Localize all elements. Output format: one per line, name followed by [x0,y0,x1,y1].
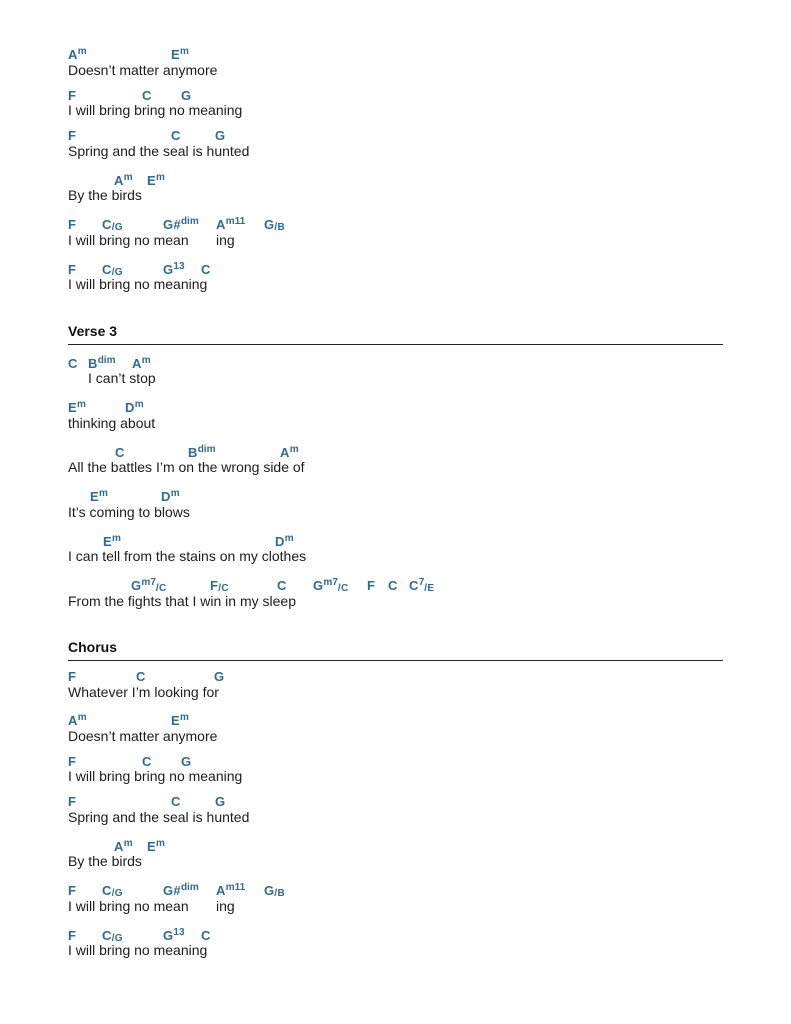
lyric-line: I can tell from the stains on my clothes [68,548,307,564]
lyric-line: Spring and the seal is hunted [68,143,250,159]
chord-c: C [277,578,287,593]
chord-am: $A^m$ [280,444,299,460]
chord-f: F [367,578,376,593]
chord-em: $E^m$ [68,399,86,415]
lyric-line: Doesn’t matter anymore [68,728,218,744]
lyric-line: I will bring no mean [68,232,189,248]
chord-g: G [214,669,225,684]
chord-g-over-b: $G_{/B}$ [264,883,286,899]
lyric-line: Doesn’t matter anymore [68,62,218,78]
chord-c: C [201,262,211,277]
chord-bdim: $B^{dim}$ [88,355,116,371]
section-divider [68,660,723,661]
chord-c: C [136,669,146,684]
chord-c7-over-e: $C^7_{/E}$ [409,577,435,594]
chord-em: $E^m$ [103,533,121,549]
chord-am11: $A^{m11}$ [216,216,246,232]
chord-f: F [68,669,77,684]
chord-g-sharp-dim: G#$^{dim}$ [163,882,199,898]
lyric-line: Spring and the seal is hunted [68,809,250,825]
chord-am: $A^m$ [114,172,133,188]
chord-c: C [388,578,398,593]
section-heading-verse-3: Verse 3 [68,323,118,339]
lyric-line: By the birds [68,853,142,869]
chord-g-sharp-dim: G#$^{dim}$ [163,216,199,232]
lyric-line: I will bring bring no meaning [68,102,243,118]
lyric-line: I will bring no meaning [68,942,208,958]
chord-dm: $D^m$ [275,533,294,549]
chord-c: C [142,754,152,769]
lyric-line: It’s coming to blows [68,504,190,520]
chord-c: C [171,794,181,809]
chord-f: F [68,88,77,103]
chord-am: $A^m$ [114,838,133,854]
chord-g13: $G^{13}$ [163,261,185,277]
chord-c-over-g: $C_{/G}$ [102,217,123,233]
lyric-line: I will bring bring no meaning [68,768,243,784]
chord-f: F [68,217,77,232]
chord-g: G [215,128,226,143]
chord-c-over-g: $C_{/G}$ [102,262,123,278]
section-heading-chorus: Chorus [68,639,117,655]
lyric-line: I can’t stop [88,370,156,386]
chord-c: C [171,128,181,143]
chord-c-over-g: $C_{/G}$ [102,928,123,944]
chord-am: $A^m$ [68,46,87,62]
chord-em: $E^m$ [90,488,108,504]
chord-f: F [68,262,77,277]
chord-em: $E^m$ [147,838,165,854]
chord-f: F [68,794,77,809]
chord-em: $E^m$ [147,172,165,188]
chord-em: $E^m$ [171,46,189,62]
chord-f: F [68,754,77,769]
lyric-line: I will bring no mean [68,898,189,914]
lyric-line-end: ing [216,898,235,914]
lyric-line: All the battles I’m on the wrong side of [68,459,305,475]
chord-gm7-over-c: $G^{m7}_{/C}$ [131,577,167,594]
chord-g-over-b: $G_{/B}$ [264,217,286,233]
chord-g: G [215,794,226,809]
chord-gm7-over-c: $G^{m7}_{/C}$ [313,577,349,594]
chord-c: C [115,445,125,460]
section-divider [68,344,723,345]
chord-c: C [142,88,152,103]
chord-f-over-c: $F_{/C}$ [210,578,229,594]
chord-f: F [68,883,77,898]
chord-g13: $G^{13}$ [163,927,185,943]
chord-dm: $D^m$ [161,488,180,504]
chord-am: $A^m$ [68,712,87,728]
chord-bdim: $B^{dim}$ [188,444,216,460]
chord-c-over-g: $C_{/G}$ [102,883,123,899]
chord-f: F [68,128,77,143]
chord-am11: $A^{m11}$ [216,882,246,898]
lyric-line: Whatever I’m looking for [68,684,219,700]
chord-g: G [181,754,192,769]
lyric-line: By the birds [68,187,142,203]
chord-am: $A^m$ [132,355,151,371]
chord-dm: $D^m$ [125,399,144,415]
chord-c: C [68,356,78,371]
lyric-line-end: ing [216,232,235,248]
lyric-line: thinking about [68,415,156,431]
chord-em: $E^m$ [171,712,189,728]
lyric-line: From the fights that I win in my sleep [68,593,296,609]
lyric-line: I will bring no meaning [68,276,208,292]
chord-f: F [68,928,77,943]
chord-c: C [201,928,211,943]
chord-g: G [181,88,192,103]
